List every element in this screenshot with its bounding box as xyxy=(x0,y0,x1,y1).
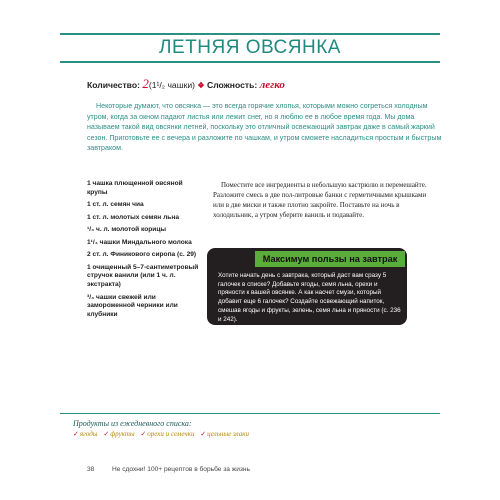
check-icon: ✓ xyxy=(200,430,207,438)
method-text xyxy=(213,180,437,220)
ingredient-item: 1 ст. л. молотых семян льна xyxy=(87,213,179,221)
ingredient-item: ³/₄ чашки свежей или замороженной черники или клубники xyxy=(87,293,178,319)
title-rule-top xyxy=(60,33,440,35)
intro-paragraph: Некоторые думают, что овсянка — это всегда горячие хлопья, которыми можно согреться холодным утром, когда за окном падают листья или лежит снег, но я люблю ее в любое время года. Мы дома называем такой вид овсянки летней, поскольку это отличный освежающий завтрак даже в самый жаркий сезон. Приготовьте ее с вечера и разложите по чашкам, и утром сможете насладиться простым и быстрым завтраком. xyxy=(87,102,442,153)
difficulty-value: легко xyxy=(259,79,285,91)
daily-list-item xyxy=(140,430,194,438)
daily-list-item xyxy=(73,430,98,438)
ingredient-item: 1 очищенный 5–7-сантиметровый стручок ванили (или 1 ч. л. экстракта) xyxy=(87,263,199,289)
quantity-value: 2 xyxy=(142,76,149,91)
difficulty-label: Сложность: xyxy=(206,80,258,90)
daily-item-label: орехи и семечки xyxy=(147,430,195,438)
tip-box xyxy=(207,248,407,325)
daily-list-heading: Продукты из ежедневного списка: xyxy=(73,419,192,428)
recipe-title: ЛЕТНЯЯ ОВСЯНКА xyxy=(159,37,341,58)
method-paragraph: Поместите все ингредиенты в небольшую кастрюлю и перемешайте. Разложите смесь в две пол-литровые банки с герметичными крышками или в две миски и также плотно закройте. Поставьте на ночь в холодильник, а утром уберите ваниль и подавайте. xyxy=(213,181,427,219)
daily-list-item xyxy=(200,430,249,438)
title-rule-bottom xyxy=(60,61,440,63)
daily-item-label: ягоды xyxy=(79,430,98,438)
tip-paragraph: Хотите начать день с завтрака, который даст вам сразу 5 галочек в списке? Добавьте ягоды, семя льна, орехи и пряности к вашей овсянке. А как насчет смузи, который добавит еще 6 галочек? Создайте освежающий напиток, смешав ягоды и фрукты, зелень, семя льна и пряности (с. 236 и 242). xyxy=(218,272,401,323)
intro-text xyxy=(87,101,447,154)
ingredient-item: ¹/₄ ч. л. молотой корицы xyxy=(87,226,167,234)
recipe-meta xyxy=(87,76,285,92)
check-icon: ✓ xyxy=(73,430,79,438)
tip-title: Максимум пользы на завтрак xyxy=(262,254,398,264)
page-number: 38 xyxy=(87,466,95,473)
daily-list xyxy=(73,430,253,438)
ingredient-item: 1 чашка плющенной овсяной крупы xyxy=(87,180,183,196)
quantity-label: Количество: xyxy=(87,80,140,90)
ingredient-item: 1¹/₄ чашки Миндального молока xyxy=(87,238,192,246)
running-title: Не сдохни! 100+ рецептов в борьбе за жизнь xyxy=(112,466,250,473)
check-icon: ✓ xyxy=(140,430,147,438)
daily-item-label: цельные злаки xyxy=(207,430,249,438)
ingredient-list xyxy=(87,180,199,324)
quantity-unit: (1¹/₂ чашки) xyxy=(148,80,196,90)
check-icon: ✓ xyxy=(103,430,110,438)
ingredient-item: 2 ст. л. Финикового сиропа (с. 29) xyxy=(87,251,197,259)
daily-list-item xyxy=(103,430,134,438)
footer-rule xyxy=(60,413,440,414)
ingredient-item: 1 ст. л. семян чиа xyxy=(87,201,144,209)
diamond-icon: ❖ xyxy=(197,81,205,90)
tip-text xyxy=(218,272,403,324)
daily-item-label: фрукты xyxy=(110,430,135,438)
